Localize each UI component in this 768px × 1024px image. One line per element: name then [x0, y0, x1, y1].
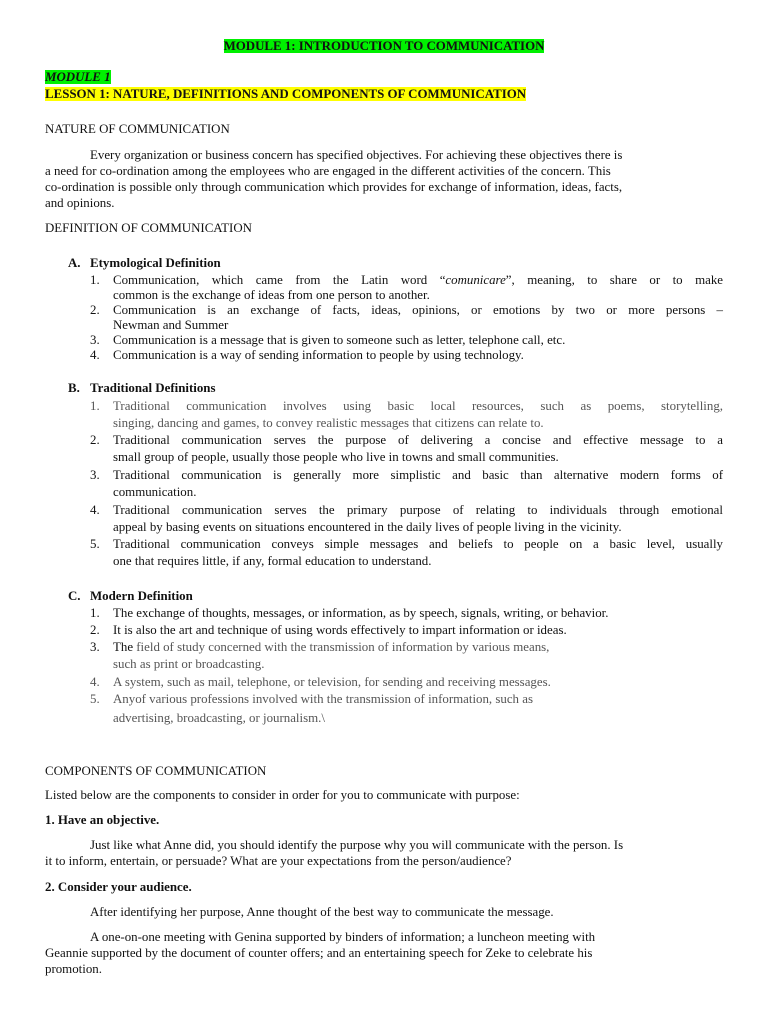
modern-item-1-line-1: The exchange of thoughts, messages, or information, as by speech, signals, writing, or behavior.	[113, 606, 609, 620]
nature-line-4: and opinions.	[45, 196, 115, 210]
module-label-text: MODULE 1	[45, 70, 111, 84]
component-2-heading: 2. Consider your audience.	[45, 880, 192, 894]
traditional-heading: Traditional Definitions	[90, 381, 216, 395]
trad-item-1-line-1: Traditional communication involves using basic local resources, such as poems, storytelling,	[113, 399, 723, 413]
components-heading: COMPONENTS OF COMMUNICATION	[45, 764, 267, 778]
trad-item-3-line-2: communication.	[113, 485, 197, 499]
modern-item-1-num: 1.	[90, 606, 100, 620]
modern-item-5-num: 5.	[90, 692, 100, 706]
trad-item-4-line-2: appeal by basing events on situations encountered in the daily lives of people living in the vicinity.	[113, 520, 622, 534]
component-1-heading: 1. Have an objective.	[45, 813, 160, 827]
component-2-para-2-line-2: Geannie supported by the document of counter offers; and an entertaining speech for Zeke to celebrate his	[45, 946, 593, 960]
trad-item-5-line-2: one that requires little, if any, formal education to understand.	[113, 554, 432, 568]
modern-item-2-num: 2.	[90, 623, 100, 637]
etym-item-1-latin: comunicare	[445, 273, 506, 287]
trad-item-4-num: 4.	[90, 503, 100, 517]
modern-item-3-text-a: The	[113, 640, 134, 654]
trad-item-2-line-2: small group of people, usually those people who live in towns and small communities.	[113, 450, 559, 464]
components-intro: Listed below are the components to consider in order for you to communicate with purpose:	[45, 788, 520, 802]
etym-item-2-line-1: Communication is an exchange of facts, ideas, opinions, or emotions by two or more persons –	[113, 303, 723, 317]
etym-item-4-num: 4.	[90, 348, 100, 362]
module-title	[0, 38, 768, 55]
modern-item-3-num: 3.	[90, 640, 100, 654]
trad-item-2-line-1: Traditional communication serves the purpose of delivering a concise and effective message to a	[113, 433, 723, 447]
etym-item-1-num: 1.	[90, 273, 100, 287]
nature-line-2: a need for co-ordination among the employees who are engaged in the different activities of the concern. This	[45, 164, 611, 178]
lesson-title-text: LESSON 1: NATURE, DEFINITIONS AND COMPONENTS OF COMMUNICATION	[45, 87, 527, 101]
modern-item-3-line-1	[113, 639, 549, 656]
etymological-heading: Etymological Definition	[90, 256, 221, 270]
nature-line-3: co-ordination is possible only through communication which provides for exchange of information, ideas, facts,	[45, 180, 623, 194]
etym-item-1-text-b: ”, meaning, to share or to make	[505, 273, 724, 287]
trad-item-5-num: 5.	[90, 537, 100, 551]
trad-item-3-num: 3.	[90, 468, 100, 482]
modern-item-3-text-b: field of study concerned with the transmission of information by various means,	[133, 640, 550, 654]
trad-item-2-num: 2.	[90, 433, 100, 447]
trad-item-5-line-1: Traditional communication conveys simple messages and beliefs to people on a basic level, usually	[113, 537, 723, 551]
etym-item-2-num: 2.	[90, 303, 100, 317]
modern-item-5-line-1: Anyof various professions involved with the transmission of information, such as	[113, 692, 533, 706]
component-1-line-2: it to inform, entertain, or persuade? What are your expectations from the person/audience?	[45, 854, 512, 868]
modern-item-5-line-2: advertising, broadcasting, or journalism.\	[113, 711, 325, 725]
etym-item-4-line-1: Communication is a way of sending information to people by using technology.	[113, 348, 524, 362]
component-1-line-1: Just like what Anne did, you should identify the purpose why you will communicate with the person. Is	[90, 838, 624, 852]
component-2-para-2-line-3: promotion.	[45, 962, 102, 976]
component-2-para-2-line-1: A one-on-one meeting with Genina supported by binders of information; a luncheon meeting with	[90, 930, 596, 944]
etym-item-1-line-2: common is the exchange of ideas from one person to another.	[113, 288, 430, 302]
modern-item-4-num: 4.	[90, 675, 100, 689]
etym-item-3-line-1: Communication is a message that is given to someone such as letter, telephone call, etc.	[113, 333, 566, 347]
module-title-text: MODULE 1: INTRODUCTION TO COMMUNICATION	[223, 39, 545, 53]
trad-item-3-line-1: Traditional communication is generally more simplistic and basic than alternative modern forms of	[113, 468, 723, 482]
nature-line-1: Every organization or business concern has specified objectives. For achieving these objectives there is	[90, 148, 623, 162]
etym-item-3-num: 3.	[90, 333, 100, 347]
nature-heading: NATURE OF COMMUNICATION	[45, 122, 230, 136]
trad-item-4-line-1: Traditional communication serves the primary purpose of relating to individuals through emotional	[113, 503, 723, 517]
modern-item-2-line-1: It is also the art and technique of using words effectively to impart information or ideas.	[113, 623, 567, 637]
lesson-title	[45, 86, 526, 103]
modern-letter: C.	[68, 589, 81, 603]
trad-item-1-num: 1.	[90, 399, 100, 413]
trad-item-1-line-2: singing, dancing and games, to convey realistic messages that citizens can relate to.	[113, 416, 544, 430]
etym-item-2-line-2: Newman and Summer	[113, 318, 229, 332]
etym-item-1-text-a: Communication, which came from the Latin word “	[113, 273, 446, 287]
component-2-para-1: After identifying her purpose, Anne thought of the best way to communicate the message.	[90, 905, 554, 919]
modern-heading: Modern Definition	[90, 589, 193, 603]
traditional-letter: B.	[68, 381, 80, 395]
etymological-letter: A.	[68, 256, 81, 270]
module-label	[45, 69, 111, 86]
definition-heading: DEFINITION OF COMMUNICATION	[45, 221, 252, 235]
modern-item-4-line-1: A system, such as mail, telephone, or television, for sending and receiving messages.	[113, 675, 551, 689]
modern-item-3-line-2: such as print or broadcasting.	[113, 657, 265, 671]
